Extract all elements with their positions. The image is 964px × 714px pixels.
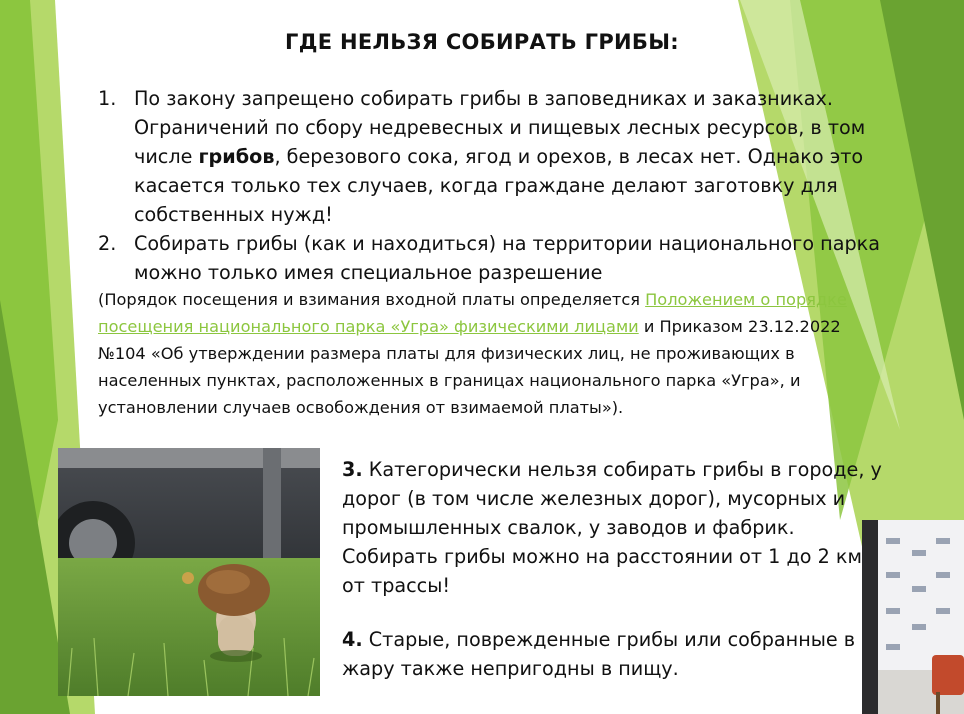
list-item-1 <box>98 84 898 229</box>
text-segment: По закону запрещено собирать грибы в заповедниках и заказниках. Ограничений по сбору недревесных и пищевых лесных ресурсов, в том числе <box>134 87 866 168</box>
numbered-list <box>98 84 898 287</box>
regulation-link[interactable]: Положением о порядке посещения национального парка «Угра» физическими лицами <box>98 290 847 336</box>
list-item-text <box>134 84 898 229</box>
presenter-video-overlay <box>862 520 964 714</box>
paragraph-text: Старые, поврежденные грибы или собранные в жару также непригодны в пищу. <box>342 628 856 680</box>
list-item-text: Собирать грибы (как и находиться) на территории национального парка можно только имея специальное разрешение <box>134 232 880 284</box>
bold-word: грибов <box>198 145 275 168</box>
paragraph-text: Категорически нельзя собирать грибы в городе, у дорог (в том числе железных дорог), мусорных и промышленных свалок, у заводов и фабрик. Собирать грибы можно на расстоянии от 1 до 2 км от трассы! <box>342 458 882 597</box>
mushroom-photo <box>58 448 320 696</box>
regulation-note <box>98 286 888 421</box>
list-number: 1. <box>98 87 117 110</box>
note-text: (Порядок посещения и взимания входной платы определяется <box>98 290 646 309</box>
paragraph-number: 3. <box>342 458 363 481</box>
list-item-2 <box>98 229 898 287</box>
paragraph-number: 4. <box>342 628 363 651</box>
note-text: и Приказом 23.12.2022 №104 «Об утверждении размера платы для физических лиц, не проживающих в населенных пунктах, расположенных в границах национального парка «Угра», и установлении случаев освобождения от взимаемой платы»). <box>98 317 841 417</box>
paragraph-3 <box>342 455 882 600</box>
text-segment: , березового сока, ягод и орехов, в лесах нет. Однако это касается только тех случаев, когда граждане делают заготовку для собственных нужд! <box>134 145 864 226</box>
paragraph-4 <box>342 625 882 683</box>
slide-title: ГДЕ НЕЛЬЗЯ СОБИРАТЬ ГРИБЫ: <box>285 30 679 54</box>
list-number: 2. <box>98 232 117 255</box>
